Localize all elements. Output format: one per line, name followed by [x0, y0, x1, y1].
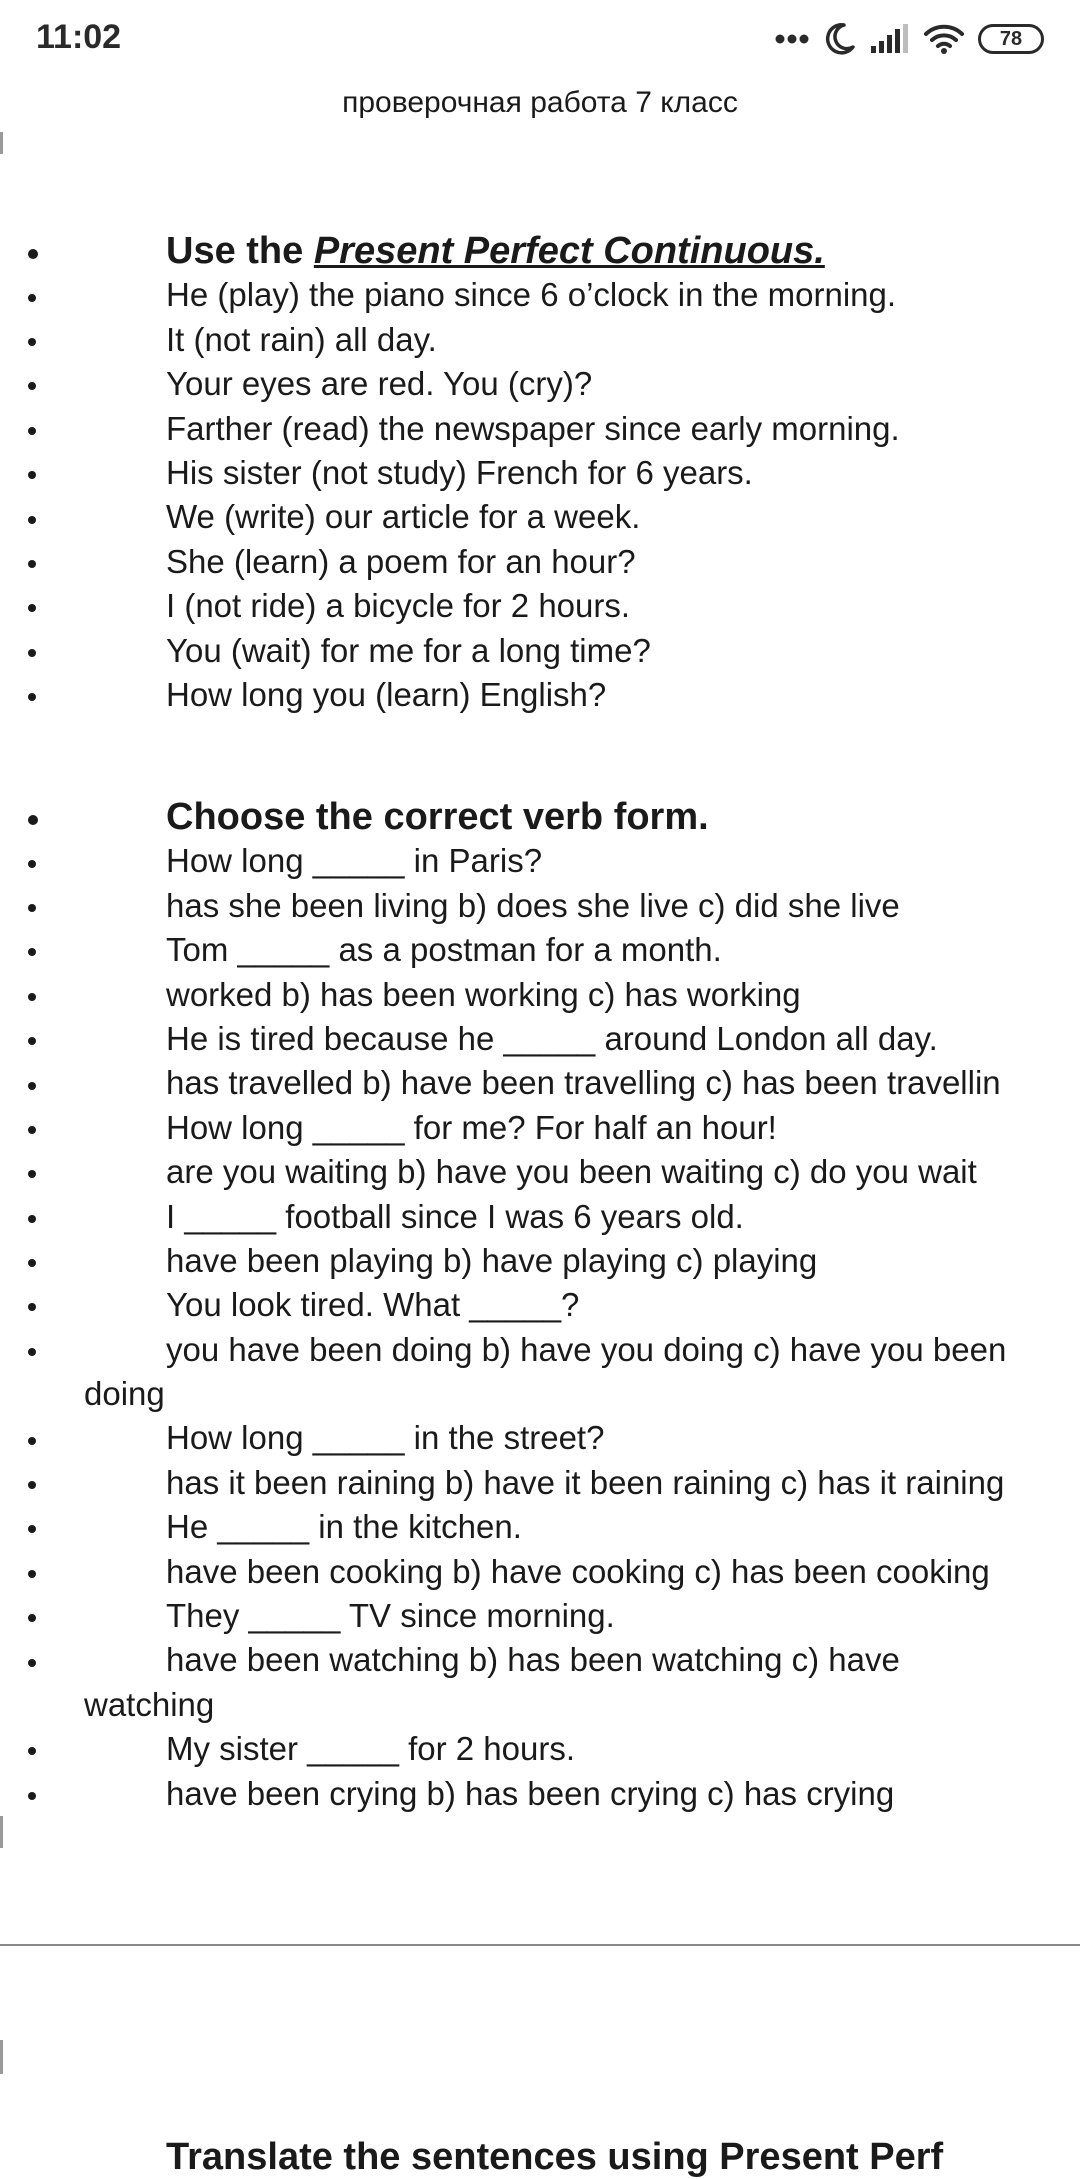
page-edge-mark [0, 2040, 3, 2074]
heading-prefix: Use the [166, 230, 314, 272]
battery-icon [978, 24, 1044, 54]
list-item: How long you (learn) English? [0, 673, 1080, 717]
list-item: We (write) our article for a week. [0, 495, 1080, 539]
list-item: I (not ride) a bicycle for 2 hours. [0, 584, 1080, 628]
list-item: He is tired because he _____ around London all day. [0, 1017, 1080, 1061]
list-item: have been cooking b) have cooking c) has been cooking [0, 1550, 1080, 1594]
section-heading [0, 795, 1080, 839]
bullet [28, 693, 36, 701]
list-item: are you waiting b) have you been waiting c) do you wait [0, 1150, 1080, 1194]
section-present-perfect-continuous [0, 229, 1080, 717]
bullet [28, 1215, 36, 1223]
bullet [28, 471, 36, 479]
bullet [28, 1259, 36, 1267]
heading-tense: Present Perfect Continuous. [313, 230, 825, 272]
signal-icon [870, 24, 910, 54]
list-item: has she been living b) does she live c) did she live [0, 884, 1080, 928]
list-item: has travelled b) have been travelling c) has been travellin [0, 1061, 1080, 1105]
bullet [28, 1348, 36, 1356]
status-icons [774, 18, 1044, 60]
list-item: She (learn) a poem for an hour? [0, 540, 1080, 584]
list-item: has it been raining b) have it been raining c) has it raining [0, 1461, 1080, 1505]
heading-text: Choose the correct verb form. [166, 796, 709, 838]
status-bar [0, 0, 1080, 78]
list-item-continuation: doing [84, 1375, 165, 1413]
list-item: worked b) has been working c) has working [0, 973, 1080, 1017]
bullet [28, 1437, 36, 1445]
list-item: They _____ TV since morning. [0, 1594, 1080, 1638]
bullet [28, 1747, 36, 1755]
list-item: It (not rain) all day. [0, 318, 1080, 362]
bullet [28, 294, 36, 302]
bullet [28, 427, 36, 435]
bullet [28, 1126, 36, 1134]
list-item: He _____ in the kitchen. [0, 1505, 1080, 1549]
next-page-heading: Translate the sentences using Present Perf [166, 2136, 944, 2178]
page-edge-mark [0, 1816, 3, 1848]
bullet [28, 1792, 36, 1800]
bullet [28, 993, 36, 1001]
wifi-icon [924, 24, 964, 54]
section-heading [0, 229, 1080, 273]
bullet [28, 649, 36, 657]
list-item: How long _____ in the street? [0, 1416, 1080, 1460]
list-item: Tom _____ as a postman for a month. [0, 928, 1080, 972]
battery-level: 78 [999, 27, 1023, 50]
bullet [28, 1037, 36, 1045]
bullet [28, 1525, 36, 1533]
list-item: I _____ football since I was 6 years old. [0, 1195, 1080, 1239]
list-item: How long _____ in Paris? [0, 839, 1080, 883]
bullet [28, 1481, 36, 1489]
section-choose-verb-form [0, 795, 1080, 1816]
moon-icon [824, 22, 856, 56]
list-item: You (wait) for me for a long time? [0, 629, 1080, 673]
list-item: My sister _____ for 2 hours. [0, 1727, 1080, 1771]
bullet [28, 1170, 36, 1178]
document-title: проверочная работа 7 класс [342, 86, 738, 119]
list-item: you have been doing b) have you doing c) have you been [0, 1328, 1080, 1372]
list-item: You look tired. What _____? [0, 1283, 1080, 1327]
list-item-continuation: watching [84, 1685, 215, 1723]
list-item: have been watching b) has been watching c) have [0, 1638, 1080, 1682]
bullet [28, 382, 36, 390]
bullet [28, 815, 38, 825]
list-item: He (play) the piano since 6 o’clock in the morning. [0, 273, 1080, 317]
bullet [28, 516, 36, 524]
more-dots-icon [774, 33, 810, 45]
list-item: have been crying b) has been crying c) has crying [0, 1772, 1080, 1816]
list-item: Farther (read) the newspaper since early morning. [0, 407, 1080, 451]
status-time: 11:02 [36, 18, 122, 56]
bullet [28, 560, 36, 568]
bullet [28, 1659, 36, 1667]
bullet [28, 904, 36, 912]
bullet [28, 948, 36, 956]
bullet [28, 860, 36, 868]
page-edge-mark [0, 132, 3, 154]
page-divider [0, 1944, 1080, 1946]
bullet [28, 249, 38, 259]
bullet [28, 1570, 36, 1578]
list-item: Your eyes are red. You (cry)? [0, 362, 1080, 406]
bullet [28, 1303, 36, 1311]
list-item: have been playing b) have playing c) playing [0, 1239, 1080, 1283]
bullet [28, 604, 36, 612]
list-item: His sister (not study) French for 6 years. [0, 451, 1080, 495]
bullet [28, 1082, 36, 1090]
bullet [28, 1614, 36, 1622]
list-item: How long _____ for me? For half an hour! [0, 1106, 1080, 1150]
bullet [28, 338, 36, 346]
